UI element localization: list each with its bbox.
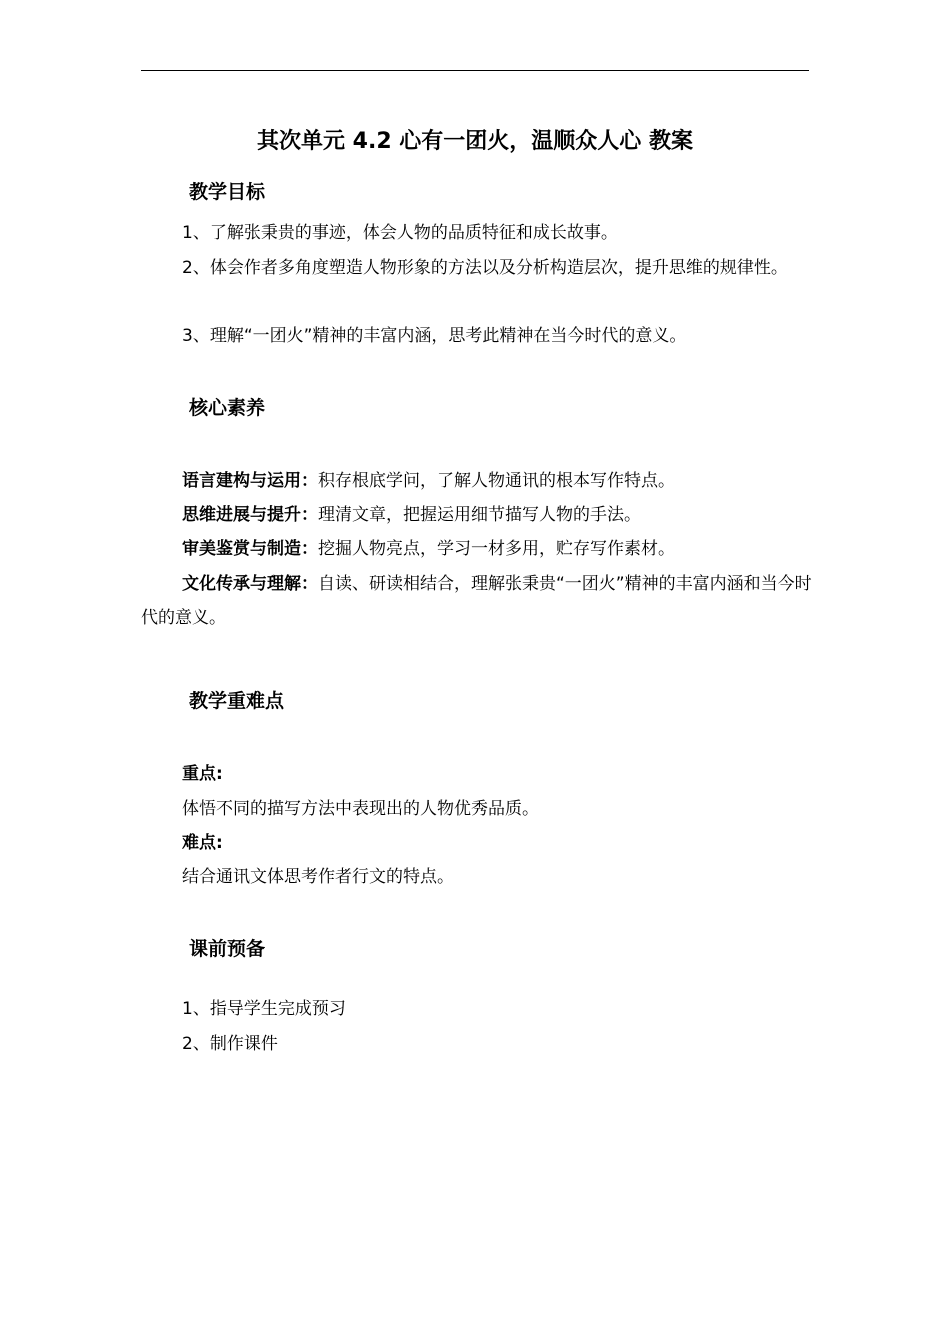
literacy-item-culture	[141, 567, 813, 635]
literacy-text: 积存根底学问，了解人物通讯的根本写作特点。	[318, 471, 675, 491]
literacy-item-thinking	[141, 498, 813, 532]
literacy-heading: 核心素养	[189, 397, 266, 419]
literacy-label: 思维进展与提升：	[182, 505, 318, 525]
literacy-label: 文化传承与理解：	[182, 574, 318, 594]
objectives-heading: 教学目标	[189, 181, 266, 203]
literacy-label: 审美鉴赏与制造：	[182, 539, 318, 559]
objective-item-1: 1、了解张秉贵的事迹，体会人物的品质特征和成长故事。	[182, 223, 618, 243]
literacy-text: 理清文章，把握运用细节描写人物的手法。	[318, 505, 641, 525]
literacy-item-language	[141, 464, 813, 498]
preparation-item-2: 2、制作课件	[182, 1034, 278, 1054]
objective-item-3: 3、理解“一团火”精神的丰富内涵，思考此精神在当今时代的意义。	[182, 326, 687, 346]
focus-text: 体悟不同的描写方法中表现出的人物优秀品质。	[182, 799, 539, 819]
literacy-text: 挖掘人物亮点，学习一材多用，贮存写作素材。	[318, 539, 675, 559]
literacy-item-aesthetics	[141, 532, 813, 566]
preparation-heading: 课前预备	[189, 938, 266, 960]
difficulty-text: 结合通讯文体思考作者行文的特点。	[182, 867, 454, 887]
objective-item-2: 2、体会作者多角度塑造人物形象的方法以及分析构造层次，提升思维的规律性。	[182, 258, 788, 278]
focus-label: 重点:	[182, 764, 223, 784]
key-points-heading: 教学重难点	[189, 690, 285, 712]
difficulty-label: 难点:	[182, 833, 223, 853]
preparation-item-1: 1、指导学生完成预习	[182, 999, 346, 1019]
literacy-label: 语言建构与运用：	[182, 471, 318, 491]
literacy-text: 自读、研读相结合，理解张秉贵“一团火”精神的丰富内涵和当今时代的意义。	[141, 574, 812, 628]
header-rule	[141, 70, 809, 71]
document-title: 其次单元 4.2 心有一团火，温顺众人心 教案	[257, 129, 693, 154]
